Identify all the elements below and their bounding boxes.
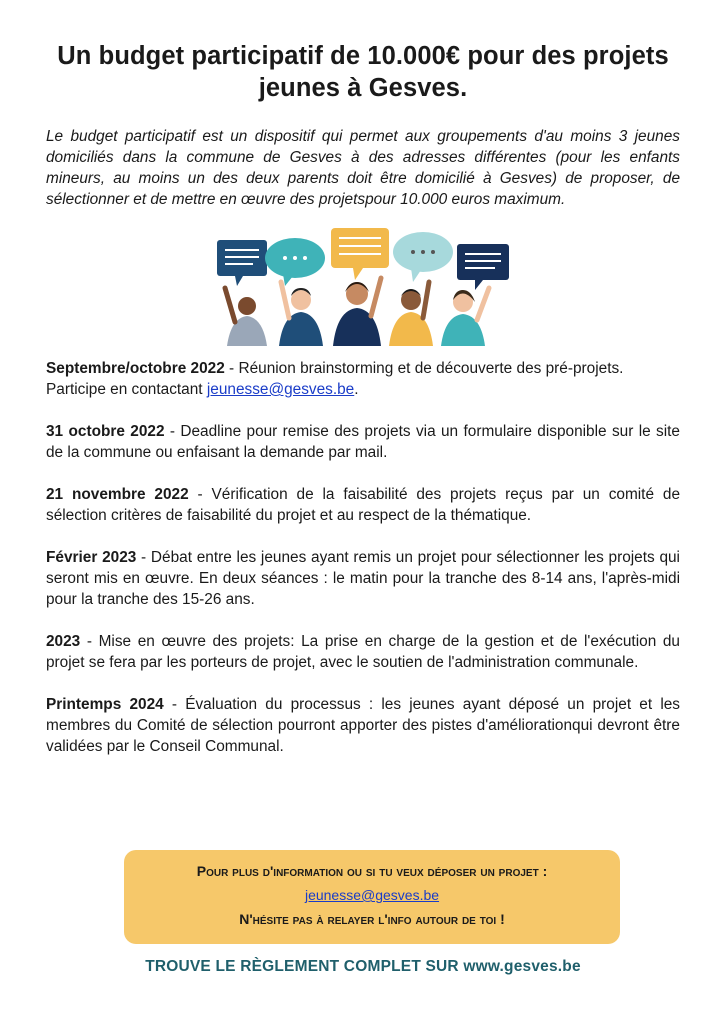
entry-date: Printemps 2024 — [46, 696, 164, 713]
timeline-entry — [46, 484, 680, 526]
timeline-entry — [46, 421, 680, 463]
entry-text: - Deadline pour remise des projets via un formulaire disponible sur le site de la commune ou enfaisant la demande par mail. — [46, 423, 680, 461]
entry-date: 2023 — [46, 633, 81, 650]
info-box-call-to-action: N'hésite pas à relayer l'info autour de toi ! — [239, 911, 505, 927]
timeline-entry: Septembre/octobre 2022 - Réunion brainstorming et de découverte des pré-projets. Participe en contactant jeunesse@gesves.be. — [46, 360, 624, 398]
entry-text: - Débat entre les jeunes ayant remis un projet pour sélectionner les projets qui seront mis en œuvre. En deux séances : le matin pour la tranche des 8-14 ans, l'après-midi pour la tranche des 15-26 ans. — [46, 549, 680, 608]
page-title: Un budget participatif de 10.000€ pour des projets jeunes à Gesves. — [57, 42, 669, 102]
entry-date: Février 2023 — [46, 549, 137, 566]
entry-date: 21 novembre 2022 — [46, 486, 189, 503]
entry-date: Septembre/octobre 2022 — [46, 360, 225, 377]
entry-text: - Vérification de la faisabilité des projets reçus par un comité de sélection critères de faisabilité du projet et au respect de la thématique. — [46, 486, 681, 524]
entry-date: 31 octobre 2022 — [46, 423, 165, 440]
entry-text: - Évaluation du processus : les jeunes ayant déposé un projet et les membres du Comité de sélection pourront apporter des pistes d'améliorationqui devront être validées par le Conseil Communal. — [46, 696, 680, 755]
email-link[interactable]: jeunesse@gesves.be — [206, 381, 355, 398]
info-box — [124, 850, 620, 944]
timeline-entry — [46, 631, 680, 673]
info-box-heading: Pour plus d'information ou si tu veux déposer un projet : — [196, 863, 548, 879]
entry-text: - Mise en œuvre des projets: La prise en charge de la gestion et de l'exécution du projet se fera par les porteurs de projet, avec le soutien de l'administration communale. — [46, 633, 680, 671]
entry-text: - Réunion brainstorming et de découverte des pré-projets. — [224, 360, 624, 377]
people-with-speech-bubbles-illustration — [213, 226, 513, 346]
timeline-entry — [46, 547, 680, 610]
people-raising-hands-icon — [225, 278, 489, 346]
timeline — [46, 358, 680, 757]
document-page — [46, 40, 680, 778]
entry-extra-text: Participe en contactant — [46, 381, 207, 398]
speech-bubbles-icon — [217, 228, 509, 290]
timeline-entry — [46, 694, 680, 757]
footer-website-notice: TROUVE LE RÈGLEMENT COMPLET SUR www.gesves.be — [145, 958, 581, 975]
intro-paragraph: Le budget participatif est un dispositif qui permet aux groupements d'au moins 3 jeunes domiciliés dans la commune de Gesves à des adresses différentes (pour les enfants mineurs, au moins un des deux parents doit être domicilié à Gesves) de proposer, de sélectionner et de mettre en œuvre des projetspour 10.000 euros maximum. — [46, 128, 680, 208]
info-box-email-link[interactable]: jeunesse@gesves.be — [304, 887, 440, 903]
